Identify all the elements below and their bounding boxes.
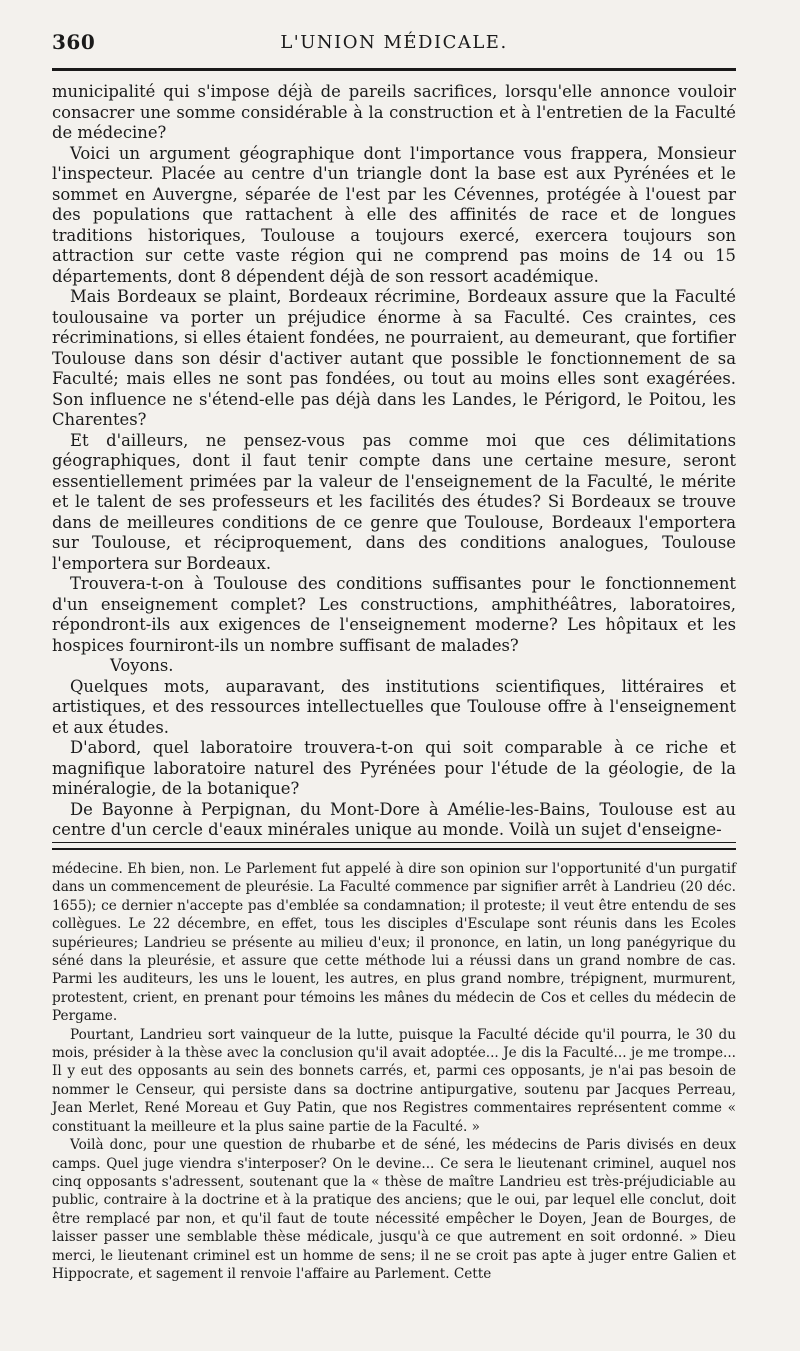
body-paragraph: municipalité qui s'impose déjà de pareils sacrifices, lorsqu'elle annonce vouloir consacrer une somme considérable à la construction et à l'entretien de la Faculté de médecine? [52, 82, 736, 142]
footnote-paragraph: Voilà donc, pour une question de rhubarbe et de séné, les médecins de Paris divisés en deux camps. Quel juge viendra s'interposer? On le devine... Ce sera le lieutenant criminel, auquel nos cinq opposants s'adressent, soutenant que la « thèse de maître Landrieu est très-préjudiciable au public, contraire à la doctrine et à la pratique des anciens; que le oui, par lequel elle conclut, doit être remplacé par non, et qu'il faut de toute nécessité empêcher le Doyen, Jean de Bourges, de laisser passer une semblable thèse médicale, jusqu'à ce que autrement en soit ordonné. » Dieu merci, le lieutenant criminel est un homme de sens; il ne se croit pas apte à juger entre Galien et Hippocrate, et sagement il renvoie l'affaire au Parlement. Cette [52, 1137, 736, 1282]
header-rule [52, 68, 736, 71]
footnote-column [52, 860, 736, 1283]
body-paragraph: D'abord, quel laboratoire trouvera-t-on qui soit comparable à ce riche et magnifique laboratoire naturel des Pyrénées pour l'étude de la géologie, de la minéralogie, de la botanique? [52, 738, 736, 798]
footnote-paragraph: Pourtant, Landrieu sort vainqueur de la lutte, puisque la Faculté décide qu'il pourra, le 30 du mois, présider à la thèse avec la conclusion qu'il avait adoptée... Je dis la Faculté... je me trompe... Il y eut des opposants au sein des bonnets carrés, et, parmi ces opposants, je n'ai pas besoin de nommer le Censeur, qui persiste dans sa doctrine antipurgative, soutenu par Jacques Perreau, Jean Merlet, René Moreau et Guy Patin, que nos Registres commentaires représentent comme « constituant la meilleure et la plus saine partie de la Faculté. » [52, 1026, 736, 1135]
body-paragraph: Voici un argument géographique dont l'importance vous frappera, Monsieur l'inspecteur. Placée au centre d'un triangle dont la base est aux Pyrénées et le sommet en Auvergne, séparée de l'est par les Cévennes, protégée à l'ouest par des populations que rattachent à elle des affinités de race et de longues traditions historiques, Toulouse a toujours exercé, exercera toujours son attraction sur cette vaste région qui ne comprend pas moins de 14 ou 15 départements, dont 8 dépendent déjà de son ressort académique. [52, 143, 736, 286]
page-number: 360 [52, 30, 96, 54]
footnote-paragraph: médecine. Eh bien, non. Le Parlement fut appelé à dire son opinion sur l'opportunité d'un purgatif dans un commencement de pleurésie. La Faculté commence par signifier arrêt à Landrieu (20 déc. 1655); ce dernier n'accepte pas d'emblée sa condamnation; il proteste; il veut être entendu de ses collègues. Le 22 décembre, en effet, tous les disciples d'Esculape sont réunis dans les Ecoles supérieures; Landrieu se présente au milieu d'eux; il prononce, en latin, un long panégyrique du séné dans la pleurésie, et assure que cette méthode lui a réussi dans un grand nombre de cas. Parmi les auditeurs, les uns le louent, les autres, en plus grand nombre, trépignent, murmurent, protestent, crient, en prenant pour témoins les mânes du médecin de Cos et celles du médecin de Pergame. [52, 861, 736, 1025]
body-paragraph: Voyons. [110, 656, 174, 675]
notes-separator-rule-thick [52, 848, 736, 850]
running-title: L'UNION MÉDICALE. [280, 32, 508, 53]
page-header [52, 30, 736, 60]
notes-separator-rule [52, 842, 736, 843]
body-paragraph: Mais Bordeaux se plaint, Bordeaux récrimine, Bordeaux assure que la Faculté toulousaine va porter un préjudice énorme à sa Faculté. Ces craintes, ces récriminations, si elles étaient fondées, ne pourraient, au demeurant, que fortifier Toulouse dans son désir d'activer autant que possible le fonctionnement de sa Faculté; mais elles ne sont pas fondées, ou tout au moins elles sont exagérées. Son influence ne s'étend-elle pas déjà dans les Landes, le Périgord, le Poitou, les Charentes? [52, 287, 736, 429]
body-paragraph: Trouvera-t-on à Toulouse des conditions suffisantes pour le fonctionnement d'un enseignement complet? Les constructions, amphithéâtres, laboratoires, répondront-ils aux exigences de l'enseignement moderne? Les hôpitaux et les hospices fourniront-ils un nombre suffisant de malades? [52, 574, 736, 655]
body-paragraph: Quelques mots, auparavant, des institutions scientifiques, littéraires et artistiques, et des ressources intellectuelles que Toulouse offre à l'enseignement et aux études. [52, 676, 736, 737]
main-text-column [52, 82, 736, 841]
body-paragraph: Et d'ailleurs, ne pensez-vous pas comme moi que ces délimitations géographiques, dont il faut tenir compte dans une certaine mesure, seront essentiellement primées par la valeur de l'enseignement de la Faculté, le mérite et le talent de ses professeurs et les facilités des études? Si Bordeaux se trouve dans de meilleures conditions de ce genre que Toulouse, Bordeaux l'emportera sur Toulouse, et réciproquement, dans des conditions analogues, Toulouse l'emportera sur Bordeaux. [52, 430, 736, 573]
body-paragraph: De Bayonne à Perpignan, du Mont-Dore à Amélie-les-Bains, Toulouse est au centre d'un cercle d'eaux minérales unique au monde. Voilà un sujet d'enseigne- [52, 799, 736, 839]
